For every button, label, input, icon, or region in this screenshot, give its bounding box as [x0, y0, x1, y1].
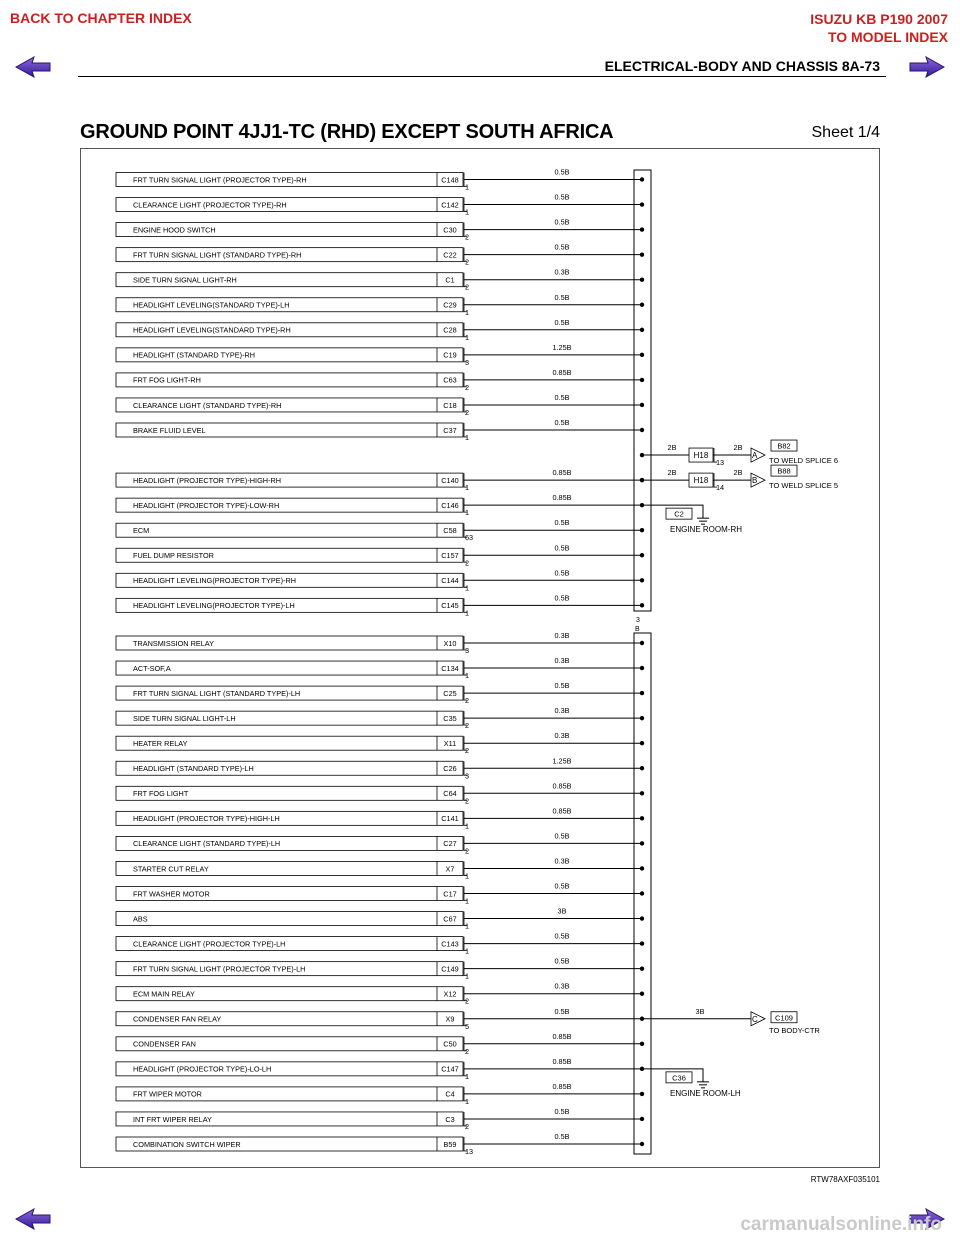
body-ctr-destination: TO BODY-CTR	[769, 1025, 820, 1035]
ground-1-location-label: ENGINE ROOM-LH	[670, 1088, 741, 1098]
upper-row-12-connector-id: C146	[441, 500, 459, 510]
model-index-label: TO MODEL INDEX	[827, 29, 948, 45]
lower-row-15-component-name: CONDENSER FAN RELAY	[133, 1014, 222, 1024]
upper-row-14-pin-number: 2	[465, 558, 470, 568]
upper-row-4-wire-size: 0.3B	[554, 267, 570, 277]
lower-row-4-component-name: HEATER RELAY	[133, 739, 188, 748]
upper-row-15-component-name: HEADLIGHT LEVELING(PROJECTOR TYPE)-RH	[133, 576, 296, 586]
upper-row-9-pin-number: 2	[465, 407, 470, 417]
lower-row-2-pin-number: 2	[465, 696, 470, 706]
lower-row-3-splice-dot	[640, 716, 644, 720]
lower-row-5-wire-size: 1.25B	[552, 756, 572, 766]
upper-row-15-connector-id: C144	[441, 576, 459, 586]
splice-0-destination: TO WELD SPLICE 6	[769, 456, 839, 466]
upper-row-12-wire-size: 0.85B	[552, 493, 572, 503]
upper-row-7-wire-size: 1.25B	[552, 342, 572, 352]
lower-bar-label: B	[635, 626, 640, 633]
splice-0-wire-left: 2B	[667, 443, 677, 453]
upper-row-3-component-name: FRT TURN SIGNAL LIGHT (STANDARD TYPE)-RH	[133, 250, 302, 260]
upper-row-13-component-box	[116, 523, 463, 537]
lower-row-16-splice-dot	[640, 1042, 644, 1046]
upper-row-16-wire-size: 0.5B	[554, 593, 570, 603]
lower-row-20-component-name: COMBINATION SWITCH WIPER	[133, 1139, 241, 1149]
lower-row-1-connector-id: C134	[441, 663, 459, 673]
lower-row-1-splice-dot	[640, 666, 644, 670]
lower-row-17-wire-size: 0.85B	[552, 1056, 572, 1066]
upper-row-9-component-name: CLEARANCE LIGHT (STANDARD TYPE)-RH	[133, 400, 282, 410]
upper-row-7-pin-number: 3	[465, 357, 470, 367]
lower-row-17-connector-id: C147	[441, 1064, 459, 1074]
upper-row-16-pin-number: 1	[465, 608, 470, 618]
lower-row-5-component-name: HEADLIGHT (STANDARD TYPE)-LH	[133, 764, 254, 774]
lower-row-8-wire-size: 0.5B	[554, 831, 570, 841]
upper-row-13-splice-dot	[640, 528, 644, 532]
lower-row-20-wire-size: 0.5B	[554, 1132, 570, 1141]
lower-row-8-component-name: CLEARANCE LIGHT (STANDARD TYPE)-LH	[133, 839, 281, 849]
upper-row-14-connector-id: C157	[441, 551, 459, 561]
lower-row-8-splice-dot	[640, 841, 644, 845]
lower-row-1-pin-number: 1	[465, 671, 470, 681]
back-to-chapter-link[interactable]: BACK TO CHAPTER INDEX	[10, 10, 192, 26]
lower-row-4-wire-size: 0.3B	[554, 731, 570, 741]
lower-row-7-wire-size: 0.85B	[552, 806, 572, 816]
lower-row-10-splice-dot	[640, 891, 644, 895]
upper-row-7-splice-dot	[640, 353, 644, 357]
lower-row-13-component-name: FRT TURN SIGNAL LIGHT (PROJECTOR TYPE)-LH	[133, 964, 306, 974]
lower-row-8-pin-number: 2	[465, 846, 470, 856]
lower-row-12-connector-id: C143	[441, 939, 459, 949]
lower-row-11-splice-dot	[640, 916, 644, 920]
upper-row-14-splice-dot	[640, 553, 644, 557]
lower-row-17-component-name: HEADLIGHT (PROJECTOR TYPE)-LO-LH	[133, 1064, 272, 1074]
lower-row-4-pin-number: 2	[465, 746, 470, 756]
upper-row-3-wire-size: 0.5B	[554, 242, 570, 252]
upper-row-15-wire-size: 0.5B	[554, 568, 570, 578]
splice-1-link-letter: B	[752, 476, 758, 486]
upper-row-13-component-name: ECM	[133, 526, 150, 535]
lower-row-9-wire-size: 0.3B	[554, 856, 570, 866]
lower-row-20-pin-number: 13	[465, 1147, 474, 1156]
lower-row-5-splice-dot	[640, 766, 644, 770]
splice-1-wire-left: 2B	[667, 468, 677, 478]
lower-row-6-splice-dot	[640, 791, 644, 795]
lower-row-0-wire-size: 0.3B	[554, 631, 570, 640]
lower-row-18-component-name: FRT WIPER MOTOR	[133, 1089, 202, 1099]
lower-row-11-connector-id: C67	[443, 914, 457, 924]
watermark: carmanualsonline.info	[740, 1214, 942, 1235]
upper-row-8-component-name: FRT FOG LIGHT-RH	[133, 375, 201, 385]
lower-row-6-component-name: FRT FOG LIGHT	[133, 789, 189, 799]
lower-row-11-wire-size: 3B	[557, 906, 567, 916]
lower-row-2-splice-dot	[640, 691, 644, 695]
ground-0-location-label: ENGINE ROOM-RH	[670, 525, 742, 535]
upper-row-13-wire-size: 0.5B	[554, 518, 570, 528]
lower-row-18-wire-size: 0.85B	[552, 1081, 572, 1091]
upper-row-16-component-name: HEADLIGHT LEVELING(PROJECTOR TYPE)-LH	[133, 601, 295, 611]
upper-row-3-connector-id: C22	[443, 250, 457, 260]
lower-row-13-splice-dot	[640, 966, 644, 970]
splice-1-destination: TO WELD SPLICE 5	[769, 481, 839, 491]
chapter-title: ELECTRICAL-BODY AND CHASSIS 8A-73	[604, 58, 880, 74]
upper-row-8-pin-number: 2	[465, 382, 470, 392]
lower-row-19-splice-dot	[640, 1117, 644, 1121]
lower-row-20-connector-id: B59	[443, 1139, 457, 1149]
upper-row-14-component-name: FUEL DUMP RESISTOR	[133, 551, 214, 561]
upper-row-0-connector-id: C148	[441, 175, 459, 185]
lower-row-0-splice-dot	[640, 641, 644, 645]
upper-row-3-splice-dot	[640, 252, 644, 256]
upper-row-3-pin-number: 2	[465, 257, 470, 267]
splice-1-connector-id: H18	[693, 476, 709, 486]
splice-0-wire-right: 2B	[733, 443, 743, 453]
lower-row-14-component-name: ECM MAIN RELAY	[133, 989, 195, 999]
upper-row-11-pin-number: 1	[465, 483, 470, 493]
lower-row-0-pin-number: 3	[465, 646, 470, 655]
body-ctr-link-letter: C	[752, 1014, 758, 1024]
splice-0-connector-id: H18	[693, 451, 709, 461]
lower-row-7-pin-number: 1	[465, 821, 470, 831]
lower-row-7-connector-id: C141	[441, 814, 459, 824]
upper-row-4-pin-number: 2	[465, 282, 470, 292]
upper-row-16-splice-dot	[640, 603, 644, 607]
lower-row-19-component-name: INT FRT WIPER RELAY	[133, 1114, 212, 1124]
lower-row-6-pin-number: 2	[465, 796, 470, 806]
upper-row-2-connector-id: C30	[443, 225, 457, 235]
upper-row-5-connector-id: C29	[443, 300, 457, 310]
upper-row-8-connector-id: C63	[443, 375, 457, 385]
lower-row-6-connector-id: C64	[443, 789, 457, 799]
upper-row-8-splice-dot	[640, 378, 644, 382]
upper-row-5-pin-number: 1	[465, 307, 470, 317]
lower-row-18-pin-number: 1	[465, 1096, 470, 1106]
upper-row-7-component-name: HEADLIGHT (STANDARD TYPE)-RH	[133, 350, 256, 360]
upper-row-9-splice-dot	[640, 403, 644, 407]
upper-row-16-connector-id: C145	[441, 601, 459, 611]
lower-row-1-component-name: ACT-SOF,A	[133, 663, 171, 673]
upper-row-11-connector-id: C140	[441, 475, 459, 485]
lower-row-19-pin-number: 2	[465, 1121, 470, 1131]
splice-0-link-letter: A	[752, 451, 758, 461]
upper-row-10-connector-id: C37	[443, 425, 457, 435]
lower-row-15-connector-id: X9	[445, 1014, 455, 1024]
body-ctr-wire-size: 3B	[695, 1006, 705, 1016]
lower-row-12-wire-size: 0.5B	[554, 931, 570, 941]
lower-row-10-wire-size: 0.5B	[554, 881, 570, 891]
lower-row-18-splice-dot	[640, 1092, 644, 1096]
lower-row-20-splice-dot	[640, 1142, 644, 1146]
lower-row-9-pin-number: 1	[465, 871, 470, 881]
lower-row-0-component-name: TRANSMISSION RELAY	[133, 638, 214, 648]
upper-row-9-connector-id: C18	[443, 400, 457, 410]
upper-row-11-wire-size: 0.85B	[552, 468, 572, 478]
lower-row-10-component-name: FRT WASHER MOTOR	[133, 889, 210, 899]
upper-row-10-pin-number: 1	[465, 433, 470, 442]
lower-row-3-component-name: SIDE TURN SIGNAL LIGHT-LH	[133, 713, 236, 723]
lower-row-16-component-name: CONDENSER FAN	[133, 1039, 196, 1049]
page-title: GROUND POINT 4JJ1-TC (RHD) EXCEPT SOUTH AFRICA	[80, 121, 614, 143]
lower-row-4-splice-dot	[640, 741, 644, 745]
lower-row-13-pin-number: 1	[465, 971, 470, 981]
upper-row-4-component-name: SIDE TURN SIGNAL LIGHT-RH	[133, 275, 237, 285]
upper-row-7-connector-id: C19	[443, 350, 457, 360]
upper-row-13-pin-number: 63	[465, 533, 474, 543]
lower-row-13-connector-id: C149	[441, 964, 459, 974]
lower-row-6-wire-size: 0.85B	[552, 781, 572, 791]
lower-row-16-connector-id: C50	[443, 1039, 457, 1049]
upper-row-15-splice-dot	[640, 578, 644, 582]
lower-row-9-splice-dot	[640, 866, 644, 870]
upper-row-15-pin-number: 1	[465, 583, 470, 593]
lower-row-7-splice-dot	[640, 816, 644, 820]
upper-bar-label: 3	[636, 617, 640, 624]
upper-row-5-component-name: HEADLIGHT LEVELING(STANDARD TYPE)-LH	[133, 300, 290, 310]
lower-row-17-pin-number: 1	[465, 1071, 470, 1081]
upper-row-6-splice-dot	[640, 328, 644, 332]
upper-row-2-component-name: ENGINE HOOD SWITCH	[133, 225, 216, 235]
upper-row-0-splice-dot	[640, 177, 644, 181]
upper-row-13-connector-id: C58	[443, 526, 457, 535]
upper-row-0-pin-number: 1	[465, 182, 470, 192]
upper-row-2-wire-size: 0.5B	[554, 217, 570, 227]
lower-row-19-wire-size: 0.5B	[554, 1106, 570, 1116]
lower-row-15-pin-number: 5	[465, 1021, 470, 1031]
lower-row-12-splice-dot	[640, 941, 644, 945]
upper-row-12-pin-number: 1	[465, 508, 470, 518]
upper-row-5-splice-dot	[640, 303, 644, 307]
lower-row-3-connector-id: C35	[443, 713, 457, 723]
lower-row-11-component-name: ABS	[133, 914, 148, 924]
lower-row-16-wire-size: 0.85B	[552, 1031, 572, 1041]
upper-row-9-wire-size: 0.5B	[554, 392, 570, 402]
ground-1-ref-id: C36	[672, 1073, 686, 1083]
lower-row-11-pin-number: 1	[465, 921, 470, 931]
lower-row-0-connector-id: X10	[443, 638, 457, 648]
upper-row-12-component-name: HEADLIGHT (PROJECTOR TYPE)-LOW-RH	[133, 500, 280, 510]
lower-row-10-pin-number: 1	[465, 896, 470, 906]
sheet-number: Sheet 1/4	[811, 124, 880, 141]
upper-row-11-component-name: HEADLIGHT (PROJECTOR TYPE)-HIGH-RH	[133, 475, 281, 485]
upper-row-1-wire-size: 0.5B	[554, 192, 570, 202]
lower-row-16-pin-number: 2	[465, 1046, 470, 1056]
lower-row-14-connector-id: X12	[443, 989, 457, 999]
splice-0-pin-number: 13	[716, 458, 725, 468]
upper-row-1-pin-number: 1	[465, 207, 470, 217]
lower-row-10-connector-id: C17	[443, 889, 457, 899]
lower-row-12-pin-number: 1	[465, 946, 470, 956]
splice-1-ref-id: B88	[777, 466, 791, 476]
lower-row-19-connector-id: C3	[445, 1114, 455, 1124]
lower-row-2-component-name: FRT TURN SIGNAL LIGHT (STANDARD TYPE)-LH	[133, 688, 301, 698]
upper-row-6-wire-size: 0.5B	[554, 317, 570, 327]
upper-row-1-component-name: CLEARANCE LIGHT (PROJECTOR TYPE)-RH	[133, 200, 287, 210]
upper-row-10-component-name: BRAKE FLUID LEVEL	[133, 425, 206, 435]
lower-row-5-pin-number: 3	[465, 771, 470, 781]
lower-row-13-wire-size: 0.5B	[554, 956, 570, 966]
ground-0-ref-id: C2	[674, 509, 684, 519]
lower-row-2-wire-size: 0.5B	[554, 681, 570, 691]
upper-row-10-wire-size: 0.5B	[554, 418, 570, 427]
upper-row-10-splice-dot	[640, 428, 644, 432]
upper-row-6-component-name: HEADLIGHT LEVELING(STANDARD TYPE)-RH	[133, 325, 291, 335]
drawing-code: RTW78AXF035101	[810, 1175, 880, 1184]
lower-row-14-splice-dot	[640, 992, 644, 996]
splice-0-ref-id: B82	[777, 441, 791, 451]
splice-1-wire-right: 2B	[733, 468, 743, 478]
upper-row-0-component-name: FRT TURN SIGNAL LIGHT (PROJECTOR TYPE)-RH	[133, 175, 307, 185]
splice-1-pin-number: 14	[716, 483, 725, 493]
lower-row-18-connector-id: C4	[445, 1089, 455, 1099]
lower-row-4-connector-id: X11	[443, 739, 457, 748]
lower-row-3-wire-size: 0.3B	[554, 706, 570, 716]
body-ctr-ref-id: C109	[775, 1013, 793, 1023]
lower-row-9-component-name: STARTER CUT RELAY	[133, 864, 209, 874]
lower-row-11-component-box	[116, 912, 463, 926]
upper-row-5-wire-size: 0.5B	[554, 292, 570, 302]
upper-row-4-connector-id: C1	[445, 275, 455, 285]
lower-row-14-wire-size: 0.3B	[554, 981, 570, 991]
lower-row-8-connector-id: C27	[443, 839, 457, 849]
lower-row-1-wire-size: 0.3B	[554, 656, 570, 666]
upper-row-6-connector-id: C28	[443, 325, 457, 335]
upper-row-4-splice-dot	[640, 278, 644, 282]
lower-row-2-connector-id: C25	[443, 688, 457, 698]
upper-row-1-splice-dot	[640, 202, 644, 206]
upper-row-0-wire-size: 0.5B	[554, 167, 570, 177]
upper-row-2-splice-dot	[640, 227, 644, 231]
lower-row-12-component-name: CLEARANCE LIGHT (PROJECTOR TYPE)-LH	[133, 939, 286, 949]
lower-row-14-pin-number: 2	[465, 996, 470, 1006]
model-title: ISUZU KB P190 2007	[810, 11, 948, 27]
lower-row-15-wire-size: 0.5B	[554, 1006, 570, 1016]
lower-row-7-component-name: HEADLIGHT (PROJECTOR TYPE)-HIGH-LH	[133, 814, 280, 824]
upper-row-8-wire-size: 0.85B	[552, 367, 572, 377]
upper-row-1-connector-id: C142	[441, 200, 459, 210]
upper-row-14-wire-size: 0.5B	[554, 543, 570, 553]
lower-row-9-connector-id: X7	[445, 864, 455, 874]
lower-row-5-connector-id: C26	[443, 764, 457, 774]
upper-ground-bar	[634, 170, 651, 611]
upper-row-2-pin-number: 2	[465, 232, 470, 242]
lower-row-3-pin-number: 2	[465, 721, 470, 731]
upper-row-6-pin-number: 1	[465, 332, 470, 342]
